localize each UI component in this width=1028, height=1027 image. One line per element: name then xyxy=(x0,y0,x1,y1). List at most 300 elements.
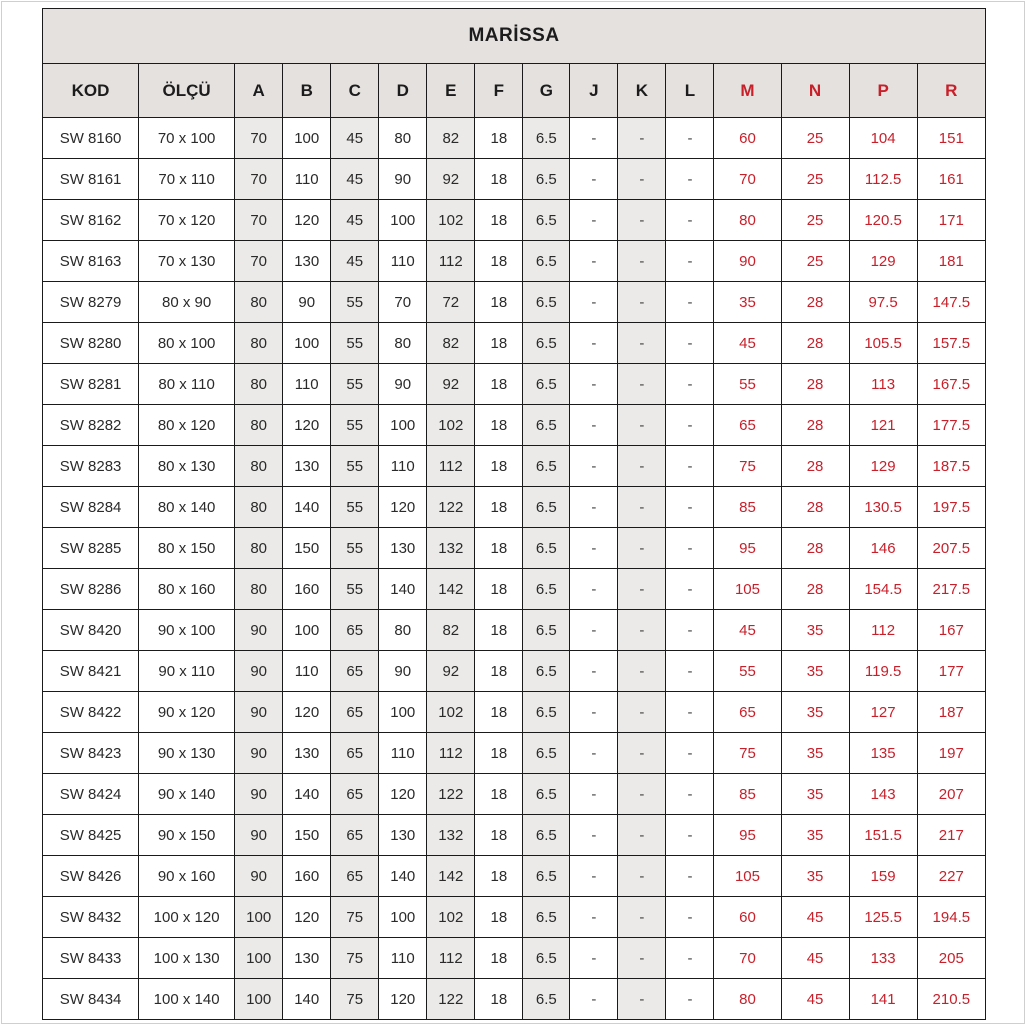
value-cell: - xyxy=(618,774,666,815)
value-cell: - xyxy=(570,815,618,856)
value-cell: - xyxy=(666,733,714,774)
value-cell: 75 xyxy=(331,979,379,1020)
value-cell: 18 xyxy=(475,569,523,610)
value-cell: 132 xyxy=(427,528,475,569)
value-cell: 167.5 xyxy=(917,364,985,405)
value-cell: 70 xyxy=(235,241,283,282)
value-cell: 210.5 xyxy=(917,979,985,1020)
value-cell: 18 xyxy=(475,856,523,897)
value-cell: 102 xyxy=(427,692,475,733)
value-cell: 112 xyxy=(427,241,475,282)
table-row xyxy=(43,405,986,446)
value-cell: 90 xyxy=(235,692,283,733)
value-cell: 18 xyxy=(475,364,523,405)
code-cell: SW 8433 xyxy=(43,938,139,979)
value-cell: 110 xyxy=(379,733,427,774)
value-cell: 80 xyxy=(235,405,283,446)
column-header-4: C xyxy=(331,64,379,118)
code-cell: SW 8426 xyxy=(43,856,139,897)
code-cell: SW 8425 xyxy=(43,815,139,856)
value-cell: 35 xyxy=(781,815,849,856)
value-cell: 6.5 xyxy=(523,938,570,979)
code-cell: SW 8432 xyxy=(43,897,139,938)
column-header-10: K xyxy=(618,64,666,118)
value-cell: 65 xyxy=(714,692,781,733)
table-row xyxy=(43,159,986,200)
value-cell: 60 xyxy=(714,897,781,938)
value-cell: 110 xyxy=(283,159,331,200)
value-cell: 90 xyxy=(235,610,283,651)
value-cell: 35 xyxy=(781,856,849,897)
value-cell: 177.5 xyxy=(917,405,985,446)
value-cell: 130 xyxy=(379,815,427,856)
value-cell: 100 xyxy=(379,897,427,938)
value-cell: 18 xyxy=(475,118,523,159)
value-cell: 6.5 xyxy=(523,446,570,487)
value-cell: 35 xyxy=(781,733,849,774)
table-row xyxy=(43,241,986,282)
value-cell: 112.5 xyxy=(849,159,917,200)
value-cell: 151.5 xyxy=(849,815,917,856)
value-cell: 92 xyxy=(427,651,475,692)
column-header-11: L xyxy=(666,64,714,118)
value-cell: 35 xyxy=(781,651,849,692)
value-cell: 65 xyxy=(331,856,379,897)
value-cell: 90 xyxy=(714,241,781,282)
value-cell: 6.5 xyxy=(523,569,570,610)
value-cell: 55 xyxy=(714,364,781,405)
value-cell: 28 xyxy=(781,282,849,323)
value-cell: - xyxy=(666,323,714,364)
value-cell: 154.5 xyxy=(849,569,917,610)
value-cell: 95 xyxy=(714,815,781,856)
value-cell: 129 xyxy=(849,241,917,282)
value-cell: 102 xyxy=(427,405,475,446)
value-cell: - xyxy=(570,856,618,897)
value-cell: 18 xyxy=(475,897,523,938)
table-row xyxy=(43,364,986,405)
value-cell: 6.5 xyxy=(523,159,570,200)
value-cell: 100 xyxy=(379,200,427,241)
value-cell: 150 xyxy=(283,815,331,856)
value-cell: 65 xyxy=(331,610,379,651)
value-cell: 55 xyxy=(331,405,379,446)
value-cell: 28 xyxy=(781,487,849,528)
value-cell: 6.5 xyxy=(523,200,570,241)
value-cell: 80 xyxy=(379,610,427,651)
value-cell: 18 xyxy=(475,241,523,282)
value-cell: 82 xyxy=(427,118,475,159)
value-cell: 90 xyxy=(235,651,283,692)
value-cell: - xyxy=(666,897,714,938)
column-header-14: P xyxy=(849,64,917,118)
value-cell: 160 xyxy=(283,856,331,897)
value-cell: - xyxy=(618,815,666,856)
table-row xyxy=(43,774,986,815)
value-cell: 70 xyxy=(235,200,283,241)
value-cell: 177 xyxy=(917,651,985,692)
value-cell: 130 xyxy=(283,733,331,774)
table-row xyxy=(43,118,986,159)
column-header-13: N xyxy=(781,64,849,118)
value-cell: 6.5 xyxy=(523,364,570,405)
size-cell: 70 x 130 xyxy=(139,241,235,282)
value-cell: 133 xyxy=(849,938,917,979)
value-cell: 85 xyxy=(714,774,781,815)
table-row xyxy=(43,733,986,774)
value-cell: 140 xyxy=(283,774,331,815)
value-cell: - xyxy=(666,446,714,487)
value-cell: - xyxy=(666,774,714,815)
value-cell: 159 xyxy=(849,856,917,897)
value-cell: 112 xyxy=(427,446,475,487)
value-cell: 6.5 xyxy=(523,610,570,651)
value-cell: 105.5 xyxy=(849,323,917,364)
value-cell: 197 xyxy=(917,733,985,774)
value-cell: 55 xyxy=(331,364,379,405)
value-cell: 120.5 xyxy=(849,200,917,241)
value-cell: 75 xyxy=(714,733,781,774)
column-header-12: M xyxy=(714,64,781,118)
value-cell: 197.5 xyxy=(917,487,985,528)
value-cell: - xyxy=(618,733,666,774)
value-cell: 130 xyxy=(283,938,331,979)
value-cell: 150 xyxy=(283,528,331,569)
value-cell: 90 xyxy=(283,282,331,323)
value-cell: 65 xyxy=(331,733,379,774)
value-cell: - xyxy=(666,692,714,733)
value-cell: - xyxy=(666,405,714,446)
code-cell: SW 8160 xyxy=(43,118,139,159)
value-cell: 18 xyxy=(475,938,523,979)
code-cell: SW 8420 xyxy=(43,610,139,651)
size-cell: 70 x 110 xyxy=(139,159,235,200)
value-cell: 6.5 xyxy=(523,897,570,938)
code-cell: SW 8281 xyxy=(43,364,139,405)
table-row xyxy=(43,856,986,897)
value-cell: 45 xyxy=(331,159,379,200)
value-cell: 80 xyxy=(379,323,427,364)
column-header-row xyxy=(43,64,986,118)
value-cell: 187 xyxy=(917,692,985,733)
value-cell: 90 xyxy=(379,651,427,692)
value-cell: 80 xyxy=(235,487,283,528)
value-cell: - xyxy=(618,323,666,364)
value-cell: 70 xyxy=(235,118,283,159)
value-cell: - xyxy=(666,651,714,692)
value-cell: 70 xyxy=(379,282,427,323)
value-cell: 28 xyxy=(781,569,849,610)
column-header-7: F xyxy=(475,64,523,118)
value-cell: 205 xyxy=(917,938,985,979)
value-cell: 92 xyxy=(427,159,475,200)
table-body xyxy=(43,118,986,1020)
value-cell: 25 xyxy=(781,200,849,241)
value-cell: 80 xyxy=(235,282,283,323)
value-cell: 142 xyxy=(427,856,475,897)
size-cell: 90 x 110 xyxy=(139,651,235,692)
value-cell: 80 xyxy=(235,528,283,569)
value-cell: - xyxy=(570,692,618,733)
size-cell: 90 x 160 xyxy=(139,856,235,897)
size-cell: 80 x 160 xyxy=(139,569,235,610)
table-row xyxy=(43,979,986,1020)
value-cell: 132 xyxy=(427,815,475,856)
value-cell: 125.5 xyxy=(849,897,917,938)
size-cell: 80 x 90 xyxy=(139,282,235,323)
code-cell: SW 8284 xyxy=(43,487,139,528)
value-cell: - xyxy=(618,159,666,200)
code-cell: SW 8280 xyxy=(43,323,139,364)
value-cell: - xyxy=(666,200,714,241)
value-cell: - xyxy=(570,200,618,241)
table-row xyxy=(43,446,986,487)
code-cell: SW 8422 xyxy=(43,692,139,733)
value-cell: 6.5 xyxy=(523,405,570,446)
value-cell: 90 xyxy=(379,159,427,200)
value-cell: - xyxy=(666,487,714,528)
value-cell: 80 xyxy=(235,446,283,487)
value-cell: 130 xyxy=(283,241,331,282)
value-cell: 28 xyxy=(781,364,849,405)
value-cell: 140 xyxy=(283,487,331,528)
value-cell: 100 xyxy=(235,897,283,938)
table-row xyxy=(43,938,986,979)
value-cell: 80 xyxy=(235,569,283,610)
value-cell: 135 xyxy=(849,733,917,774)
value-cell: - xyxy=(666,159,714,200)
code-cell: SW 8282 xyxy=(43,405,139,446)
value-cell: 102 xyxy=(427,897,475,938)
value-cell: 18 xyxy=(475,323,523,364)
value-cell: 217 xyxy=(917,815,985,856)
value-cell: 35 xyxy=(781,610,849,651)
value-cell: 45 xyxy=(781,979,849,1020)
value-cell: 147.5 xyxy=(917,282,985,323)
column-header-9: J xyxy=(570,64,618,118)
size-cell: 100 x 140 xyxy=(139,979,235,1020)
code-cell: SW 8286 xyxy=(43,569,139,610)
value-cell: 130.5 xyxy=(849,487,917,528)
value-cell: 160 xyxy=(283,569,331,610)
value-cell: 65 xyxy=(331,692,379,733)
value-cell: 35 xyxy=(781,774,849,815)
value-cell: 6.5 xyxy=(523,774,570,815)
table-row xyxy=(43,651,986,692)
table-row xyxy=(43,282,986,323)
value-cell: 194.5 xyxy=(917,897,985,938)
value-cell: 90 xyxy=(235,774,283,815)
value-cell: 6.5 xyxy=(523,241,570,282)
value-cell: 55 xyxy=(714,651,781,692)
value-cell: - xyxy=(570,405,618,446)
value-cell: 28 xyxy=(781,528,849,569)
value-cell: 6.5 xyxy=(523,323,570,364)
value-cell: 6.5 xyxy=(523,815,570,856)
value-cell: 157.5 xyxy=(917,323,985,364)
value-cell: 105 xyxy=(714,856,781,897)
value-cell: 105 xyxy=(714,569,781,610)
table-row xyxy=(43,815,986,856)
value-cell: 95 xyxy=(714,528,781,569)
code-cell: SW 8163 xyxy=(43,241,139,282)
value-cell: - xyxy=(666,118,714,159)
value-cell: 6.5 xyxy=(523,487,570,528)
value-cell: 25 xyxy=(781,118,849,159)
value-cell: - xyxy=(618,282,666,323)
value-cell: 112 xyxy=(427,733,475,774)
value-cell: - xyxy=(666,364,714,405)
value-cell: - xyxy=(618,241,666,282)
value-cell: 75 xyxy=(714,446,781,487)
value-cell: 55 xyxy=(331,528,379,569)
column-header-8: G xyxy=(523,64,570,118)
value-cell: - xyxy=(666,241,714,282)
value-cell: - xyxy=(618,569,666,610)
value-cell: - xyxy=(570,364,618,405)
value-cell: 122 xyxy=(427,774,475,815)
value-cell: 90 xyxy=(235,856,283,897)
value-cell: 127 xyxy=(849,692,917,733)
value-cell: - xyxy=(666,610,714,651)
value-cell: 80 xyxy=(714,979,781,1020)
value-cell: 112 xyxy=(427,938,475,979)
value-cell: 130 xyxy=(283,446,331,487)
value-cell: 140 xyxy=(283,979,331,1020)
value-cell: - xyxy=(570,651,618,692)
value-cell: 18 xyxy=(475,733,523,774)
value-cell: 146 xyxy=(849,528,917,569)
value-cell: - xyxy=(570,118,618,159)
table-row xyxy=(43,692,986,733)
value-cell: 102 xyxy=(427,200,475,241)
value-cell: 100 xyxy=(235,938,283,979)
value-cell: 6.5 xyxy=(523,118,570,159)
size-cell: 100 x 120 xyxy=(139,897,235,938)
value-cell: 18 xyxy=(475,200,523,241)
value-cell: 45 xyxy=(331,200,379,241)
value-cell: 18 xyxy=(475,528,523,569)
value-cell: 6.5 xyxy=(523,692,570,733)
value-cell: - xyxy=(618,856,666,897)
value-cell: 143 xyxy=(849,774,917,815)
value-cell: 120 xyxy=(379,774,427,815)
value-cell: - xyxy=(570,446,618,487)
value-cell: 227 xyxy=(917,856,985,897)
size-cell: 90 x 120 xyxy=(139,692,235,733)
value-cell: 130 xyxy=(379,528,427,569)
table-row xyxy=(43,610,986,651)
value-cell: - xyxy=(570,323,618,364)
value-cell: 140 xyxy=(379,569,427,610)
value-cell: 25 xyxy=(781,241,849,282)
value-cell: - xyxy=(618,200,666,241)
value-cell: 18 xyxy=(475,405,523,446)
value-cell: 112 xyxy=(849,610,917,651)
value-cell: 6.5 xyxy=(523,528,570,569)
value-cell: 151 xyxy=(917,118,985,159)
value-cell: 92 xyxy=(427,364,475,405)
value-cell: 141 xyxy=(849,979,917,1020)
value-cell: 121 xyxy=(849,405,917,446)
table-row xyxy=(43,323,986,364)
value-cell: - xyxy=(618,118,666,159)
size-cell: 70 x 120 xyxy=(139,200,235,241)
size-cell: 90 x 150 xyxy=(139,815,235,856)
size-cell: 80 x 130 xyxy=(139,446,235,487)
value-cell: - xyxy=(570,938,618,979)
value-cell: 18 xyxy=(475,487,523,528)
value-cell: 6.5 xyxy=(523,282,570,323)
value-cell: - xyxy=(666,856,714,897)
column-header-15: R xyxy=(917,64,985,118)
size-cell: 70 x 100 xyxy=(139,118,235,159)
value-cell: 113 xyxy=(849,364,917,405)
value-cell: 129 xyxy=(849,446,917,487)
value-cell: - xyxy=(618,487,666,528)
value-cell: 120 xyxy=(379,487,427,528)
table-row xyxy=(43,487,986,528)
value-cell: - xyxy=(618,446,666,487)
value-cell: 80 xyxy=(714,200,781,241)
value-cell: 90 xyxy=(379,364,427,405)
value-cell: 45 xyxy=(714,610,781,651)
value-cell: 140 xyxy=(379,856,427,897)
value-cell: 45 xyxy=(781,938,849,979)
value-cell: 70 xyxy=(235,159,283,200)
value-cell: 28 xyxy=(781,323,849,364)
value-cell: - xyxy=(570,733,618,774)
value-cell: 207 xyxy=(917,774,985,815)
value-cell: 65 xyxy=(331,651,379,692)
value-cell: 55 xyxy=(331,446,379,487)
value-cell: - xyxy=(618,651,666,692)
value-cell: 75 xyxy=(331,938,379,979)
column-header-5: D xyxy=(379,64,427,118)
value-cell: - xyxy=(618,610,666,651)
value-cell: 6.5 xyxy=(523,651,570,692)
value-cell: 18 xyxy=(475,446,523,487)
value-cell: 80 xyxy=(235,364,283,405)
value-cell: 167 xyxy=(917,610,985,651)
size-cell: 80 x 110 xyxy=(139,364,235,405)
value-cell: - xyxy=(618,528,666,569)
value-cell: - xyxy=(618,405,666,446)
value-cell: 110 xyxy=(379,938,427,979)
value-cell: 100 xyxy=(283,610,331,651)
value-cell: 45 xyxy=(331,241,379,282)
value-cell: 18 xyxy=(475,815,523,856)
code-cell: SW 8162 xyxy=(43,200,139,241)
value-cell: - xyxy=(570,487,618,528)
value-cell: 70 xyxy=(714,159,781,200)
value-cell: 181 xyxy=(917,241,985,282)
value-cell: 18 xyxy=(475,692,523,733)
value-cell: 18 xyxy=(475,774,523,815)
value-cell: - xyxy=(570,528,618,569)
value-cell: 120 xyxy=(283,200,331,241)
value-cell: 35 xyxy=(714,282,781,323)
column-header-1: ÖLÇÜ xyxy=(139,64,235,118)
value-cell: 100 xyxy=(283,323,331,364)
value-cell: 80 xyxy=(379,118,427,159)
value-cell: 122 xyxy=(427,487,475,528)
value-cell: 207.5 xyxy=(917,528,985,569)
value-cell: 6.5 xyxy=(523,979,570,1020)
value-cell: 18 xyxy=(475,282,523,323)
table-row xyxy=(43,569,986,610)
value-cell: 55 xyxy=(331,487,379,528)
